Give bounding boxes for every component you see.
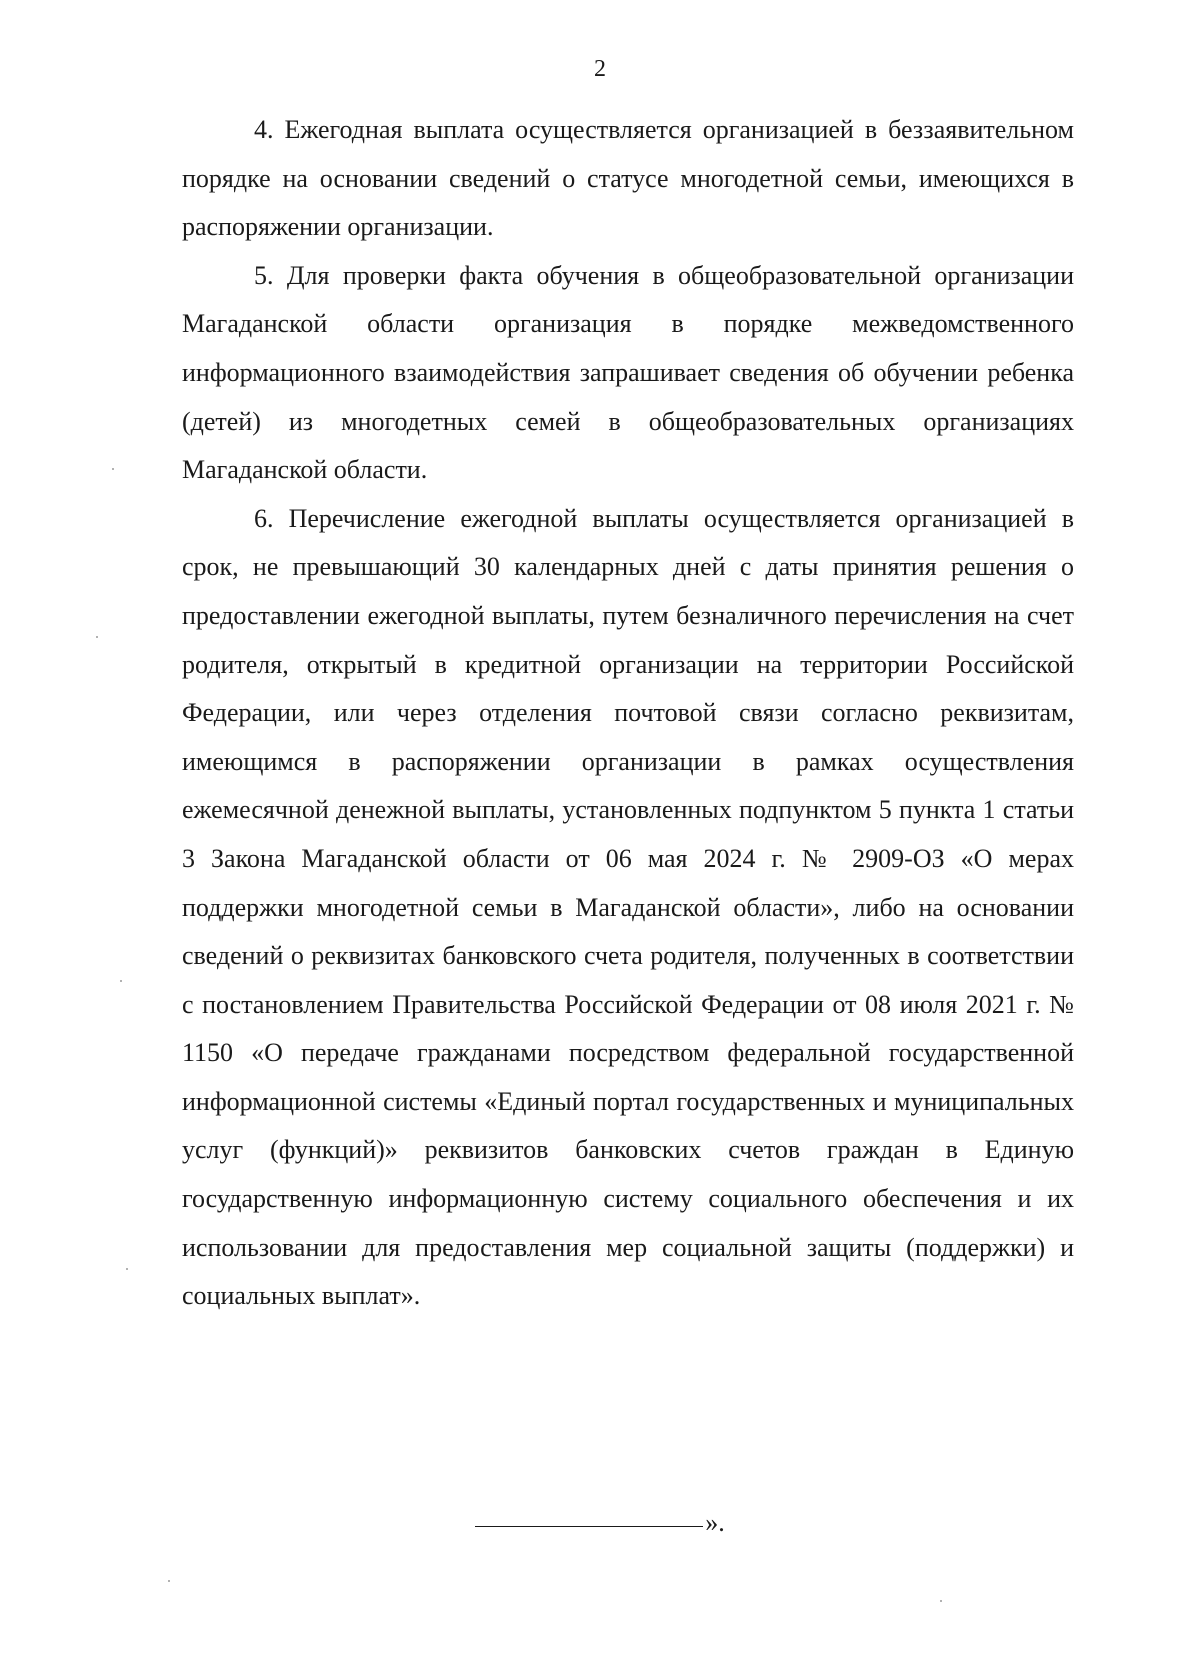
- scan-speck: [168, 1580, 170, 1582]
- document-body: [182, 106, 1074, 1321]
- closing-mark: ».: [705, 1508, 725, 1537]
- paragraph-4: 4. Ежегодная выплата осуществляется организацией в беззаявительном порядке на основании сведений о статусе многодетной семьи, имеющихся в распоряжении организации.: [182, 115, 1074, 242]
- paragraph-6: 6. Перечисление ежегодной выплаты осуществляется организацией в срок, не превышающий 30 календарных дней с даты принятия решения о предоставлении ежегодной выплаты, путем безналичного перечисления на счет родителя, открытый в кредитной организации на территории Российской Федерации, или через отделения почтовой связи согласно реквизитам, имеющимся в распоряжении организации в рамках осуществления ежемесячной денежной выплаты, установленных подпунктом 5 пункта 1 статьи 3 Закона Магаданской области от 06 мая 2024 г. № 2909-ОЗ «О мерах поддержки многодетной семьи в Магаданской области», либо на основании сведений о реквизитах банковского счета родителя, полученных в соответствии с постановлением Правительства Российской Федерации от 08 июля 2021 г. № 1150 «О передаче гражданами посредством федеральной государственной информационной системы «Единый портал государственных и муниципальных услуг (функций)» реквизитов банковских счетов граждан в Единую государственную информационную систему социального обеспечения и их использовании для предоставления мер социальной защиты (поддержки) и социальных выплат».: [182, 503, 1074, 1311]
- closing-line-block: [0, 1508, 1200, 1538]
- scan-speck: [112, 468, 114, 470]
- scan-speck: [120, 980, 122, 982]
- scan-speck: [940, 1600, 942, 1602]
- page-number: 2: [594, 56, 606, 82]
- scan-speck: [96, 636, 98, 638]
- closing-rule: [475, 1526, 703, 1527]
- scan-speck: [126, 1268, 128, 1270]
- paragraph-5: 5. Для проверки факта обучения в общеобразовательной организации Магаданской области организация в порядке межведомственного информационного взаимодействия запрашивает сведения об обучении ребенка (детей) из многодетных семей в общеобразовательных организациях Магаданской области.: [182, 260, 1074, 485]
